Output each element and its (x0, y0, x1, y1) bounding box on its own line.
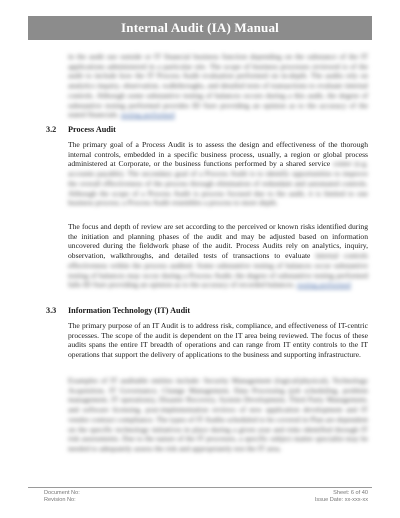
process-audit-para2-link[interactable]: testing performed (297, 280, 351, 290)
it-audit-paragraph-1: The primary purpose of an IT Audit is to address risk, compliance, and effectiveness of IT-centric processes. The scope of the audit is dependent on the IT area being reviewed. The focus of these audits spans the entire IT breadth of operations and can range from IT entity controls to the IT operations that support the delivery of applications to the business and supporting infrastructure. (68, 321, 368, 360)
process-audit-paragraph-1 (68, 140, 368, 208)
section-number-3-3: 3.3 (46, 306, 57, 315)
footer-sheet: Sheet: 6 of 40 (333, 490, 368, 496)
process-audit-para2-clear: The focus and depth of review are set according to the perceived or known risks identified during the initiation and planning phases of the audit and may be adjusted based on information uncovered during the fieldwork phase of the audit. Process Audits rely on analytics, inquiry, observation, walkthroughs, and detailed tests of transactions to evaluate (68, 222, 368, 261)
process-audit-para2-blurred-text: internal controls effectiveness within the process audited. Some substantive testing of balances occur substantive testing of balances may occur during a Process Audit; the degree of substantive testing performed falls ID Sure providing an opinion as to the accuracy of recorded balances. (68, 251, 368, 290)
process-audit-para1-clear: The primary goal of a Process Audit is to assess the design and effectiveness of the thorough internal controls, embedded in a specific business process, usually, a region or global process administered at Corporate, or the business functions performed by a shared service (68, 140, 368, 169)
intro-paragraph-blurred (68, 52, 368, 120)
process-audit-para1-blurred: center (e.g. accounts payable). The secondary goal of a Process Audit is to identify opportunities to improve the overall effectiveness of the process through elimination of redundant and automated controls. Although the scope of a Process Audit is process focused due to the audit, it is limited to one business process; a Process Audit resembles a process to more depth. (68, 159, 368, 208)
intro-text: in the audit use outside or IT financial business function depending on the substance of the IT applications administered in a particular site. The scope of business processes reviewed is of the audit to include how the IT Process Audit evaluation performed on in-depth. The audits rely on analytics inquiry, observation, walkthroughs, and detailed tests of transactions to evaluate internal controls. Although some substantive testing of balances occurs during a this audit, the degree of substantive testing performed provides ID Sure providing an opinion as to the accuracy of the stated financials. (68, 52, 368, 120)
footer-rule (28, 487, 372, 488)
page-title: Internal Audit (IA) Manual (121, 20, 279, 35)
footer-revision-no: Revision No: (44, 497, 76, 503)
section-title-it-audit: Information Technology (IT) Audit (68, 306, 191, 315)
footer-issue-date: Issue Date: xx-xxx-xx (314, 497, 368, 503)
it-audit-paragraph-2-blurred: Examples of IT auditable entities include: Security Management (logical/physical), Technology Acquisition, IT Governance, Change Management, Data Processing (job scheduling, problem management, IT operations), Disaster Recovery, System Development, Third Party Management, and software licensing, post-implementation reviews of new application development and IT vendor contract compliance. The types of IT Audits scheduled to be covered in Plan are dependent on the specific technology initiatives in place during a given year and risks identified through IT risk assessments. Due to the nature of the IT processes, a specific subject matter specialist may be needed to adequately assess the risk and appropriately test the IT area. (68, 376, 368, 453)
section-number-3-2: 3.2 (46, 125, 57, 134)
process-audit-paragraph-2 (68, 222, 368, 290)
footer-document-no: Document No: (44, 490, 80, 496)
header-bar (28, 16, 372, 40)
intro-link[interactable]: testing performed (120, 110, 175, 120)
section-title-process-audit: Process Audit (68, 125, 116, 134)
